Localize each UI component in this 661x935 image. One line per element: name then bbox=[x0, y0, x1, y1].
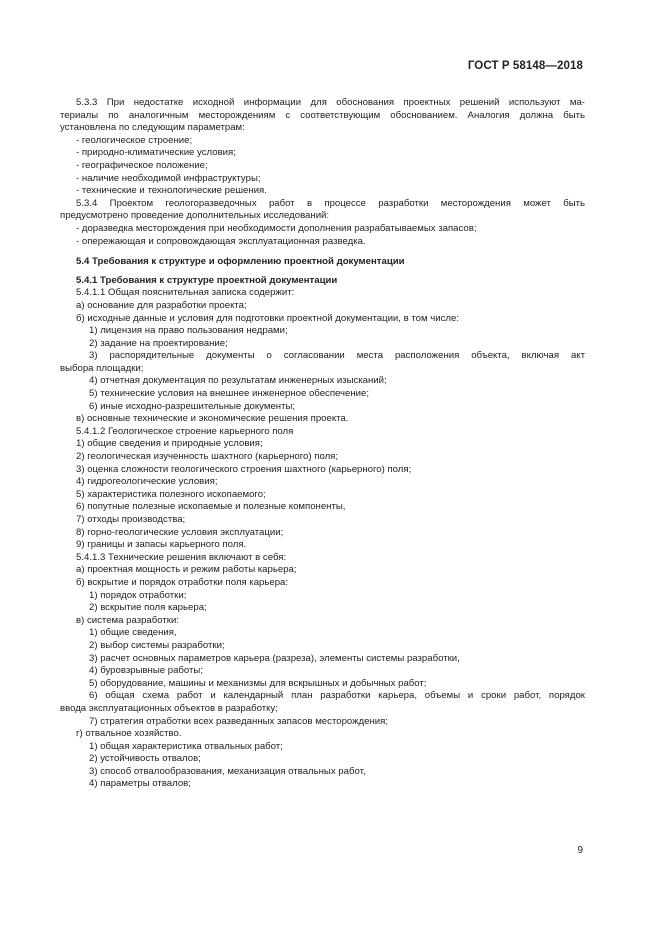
text-line: 6) общая схема работ и календарный план разработки карьера, объемы и сроки работ, порядок bbox=[89, 690, 585, 702]
text-line: 4) гидрогеологические условия; bbox=[76, 476, 218, 488]
text-line: 7) стратегия отработки всех разведанных запасов месторождения; bbox=[89, 715, 388, 727]
text-line: 1) лицензия на право пользования недрами; bbox=[89, 325, 288, 337]
text-line: 4) отчетная документация по результатам инженерных изысканий; bbox=[89, 375, 387, 387]
text-line: б) вскрытие и порядок отработки поля карьера: bbox=[76, 576, 289, 588]
text-line: б) исходные данные и условия для подготовки проектной документации, в том числе: bbox=[76, 312, 460, 324]
text-line: в) основные технические и экономические решения проекта. bbox=[76, 413, 349, 425]
text-line: 5.4.1.3 Технические решения включают в себя: bbox=[76, 551, 287, 563]
text-line: 5.4.1.2 Геологическое строение карьерного поля bbox=[76, 425, 294, 437]
text-line: 4) параметры отвалов; bbox=[89, 778, 191, 790]
text-line: 3) распорядительные документы о согласовании места расположения объекта, включая акт bbox=[89, 350, 585, 362]
text-line: а) основание для разработки проекта; bbox=[76, 299, 247, 311]
text-line: 5) характеристика полезного ископаемого; bbox=[76, 488, 266, 500]
text-line: - геологическое строение; bbox=[76, 134, 193, 146]
text-line: 1) общие сведения и природные условия; bbox=[76, 438, 263, 450]
text-line: - доразведка месторождения при необходимости дополнения разрабатываемых запасов; bbox=[76, 222, 477, 234]
document-body bbox=[60, 97, 585, 791]
text-line: 5.4 Требования к структуре и оформлению проектной документации bbox=[76, 256, 405, 268]
text-line: в) система разработки: bbox=[76, 614, 179, 626]
text-line: предусмотрено проведение дополнительных исследований: bbox=[60, 210, 330, 222]
text-line: 5.3.4 Проектом геологоразведочных работ в процессе разработки месторождения может быть bbox=[76, 197, 585, 209]
text-line: - наличие необходимой инфраструктуры; bbox=[76, 172, 261, 184]
text-line: - природно-климатические условия; bbox=[76, 147, 236, 159]
text-line: 2) геологическая изученность шахтного (карьерного) поля; bbox=[76, 451, 339, 463]
text-line: а) проектная мощность и режим работы карьера; bbox=[76, 564, 297, 576]
text-line: 1) порядок отработки; bbox=[89, 589, 187, 601]
text-line: 2) задание на проектирование; bbox=[89, 337, 228, 349]
text-line: 4) буровзрывные работы; bbox=[89, 665, 203, 677]
text-line: 9) границы и запасы карьерного поля. bbox=[76, 539, 247, 551]
text-line: 3) расчет основных параметров карьера (разреза), элементы системы разработки, bbox=[89, 652, 460, 664]
page-number: 9 bbox=[577, 845, 583, 856]
text-line: 5.4.1.1 Общая пояснительная записка содержит: bbox=[76, 287, 295, 299]
text-line: - географическое положение; bbox=[76, 159, 208, 171]
text-line: 2) выбор системы разработки; bbox=[89, 639, 225, 651]
text-line: териалы по аналогичным месторождениям с соответствующим обоснованием. Аналогия должна быть bbox=[60, 109, 585, 121]
text-line: 3) оценка сложности геологического строения шахтного (карьерного) поля; bbox=[76, 463, 412, 475]
text-line: 2) устойчивость отвалов; bbox=[89, 753, 201, 765]
text-line: 5.4.1 Требования к структуре проектной документации bbox=[76, 274, 338, 286]
text-line: выбора площадки; bbox=[60, 362, 144, 374]
text-line: 6) иные исходно-разрешительные документы; bbox=[89, 400, 296, 412]
text-line: 3) способ отвалообразования, механизация отвальных работ, bbox=[89, 765, 366, 777]
text-line: 1) общие сведения, bbox=[89, 627, 177, 639]
text-line: 7) отходы производства; bbox=[76, 514, 186, 525]
text-line: 5) технические условия на внешнее инженерное обеспечение; bbox=[89, 388, 370, 400]
text-line: ввода эксплуатационных объектов в разработку; bbox=[60, 702, 278, 714]
text-line: 5.3.3 При недостатке исходной информации для обоснования проектных решений используют ма- bbox=[76, 97, 585, 108]
spacer bbox=[60, 248, 585, 256]
text-line: 2) вскрытие поля карьера; bbox=[89, 602, 207, 614]
text-line: установлена по следующим параметрам: bbox=[60, 122, 245, 134]
text-line: г) отвальное хозяйство. bbox=[76, 728, 182, 740]
text-line: 6) попутные полезные ископаемые и полезные компоненты, bbox=[76, 501, 346, 513]
standard-header: ГОСТ Р 58148—2018 bbox=[467, 60, 583, 72]
text-line: 5) оборудование, машины и механизмы для вскрышных и добычных работ; bbox=[89, 677, 427, 689]
text-line: 1) общая характеристика отвальных работ; bbox=[89, 740, 283, 752]
text-line: - технические и технологические решения. bbox=[76, 185, 267, 197]
text-line: - опережающая и сопровождающая эксплуатационная разведка. bbox=[76, 235, 366, 247]
text-line: 8) горно-геологические условия эксплуатации; bbox=[76, 526, 284, 538]
